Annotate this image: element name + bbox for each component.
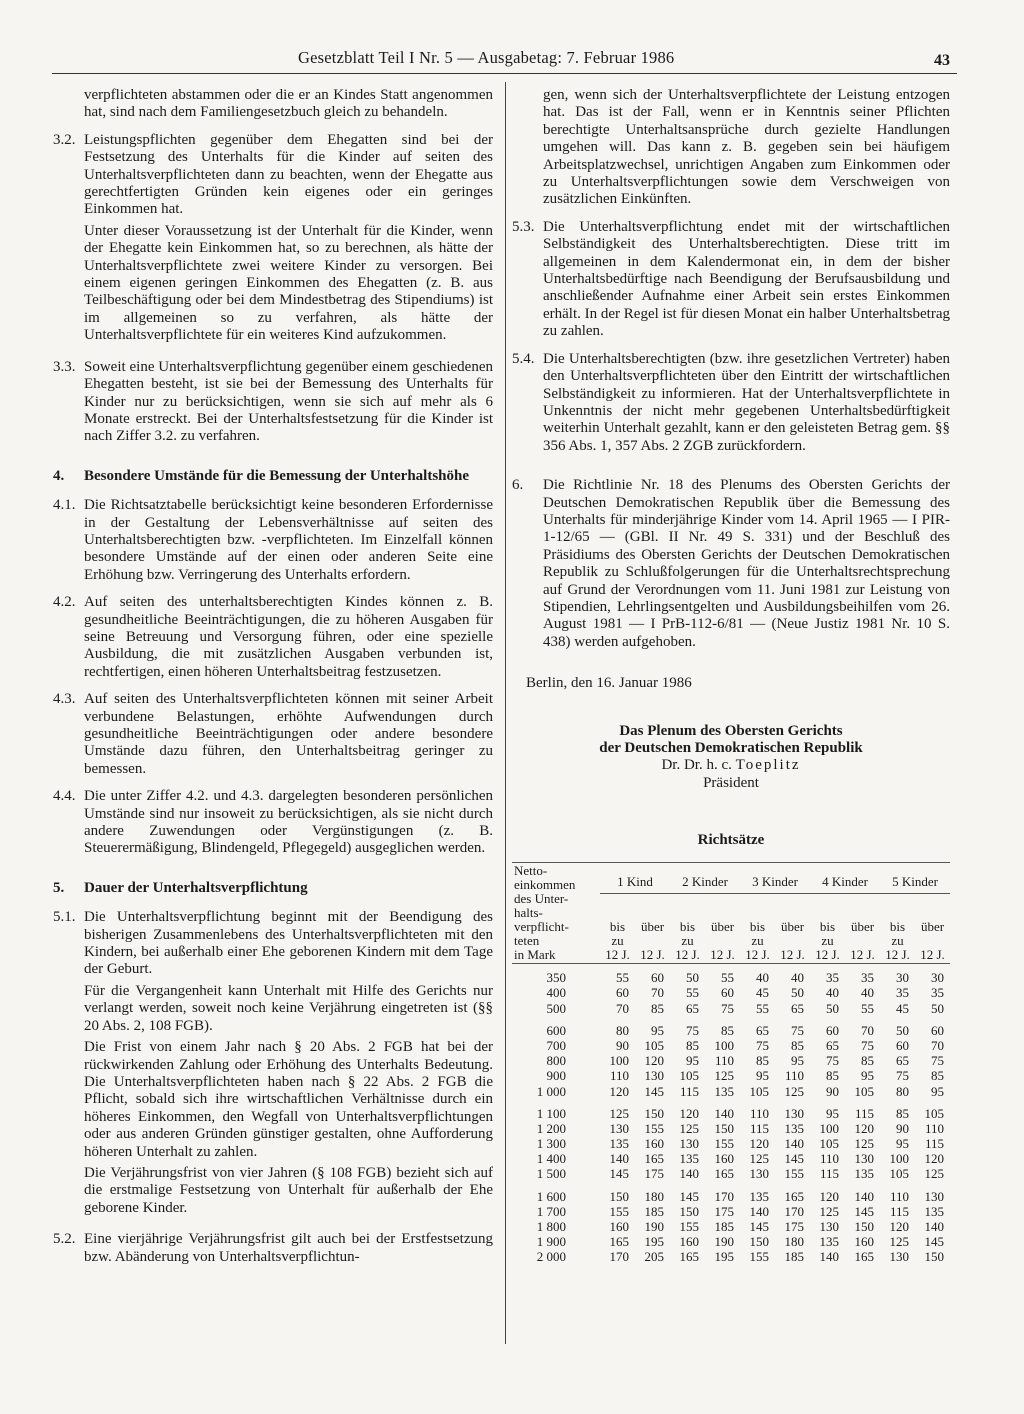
amount-cell: 45 xyxy=(896,1000,909,1016)
paragraph: Soweit eine Unterhaltsverpflichtung gegenüber einem geschiedenen Ehegatten besteht, ist sie bei der Bemessung des Unterhalts für Kinder nur zu berücksichtigen, wenn sie sich auf mehr als 6 Monate erstreckt. Bei der Unterhaltsfestsetzung für die Kinder ist nach Ziffer 3.2. zu verfahren. xyxy=(84,358,493,445)
income-cell: 1 600 xyxy=(536,1188,566,1204)
paragraph: Die Richtlinie Nr. 18 des Plenums des Obersten Gerichts der Deutschen Demokratischen Republik über die Bemessung des Unterhalts für minderjährige Kinder vom 14. April 1965 — I PIR-1-12/65 — (GBl. II Nr. 49 S. 331) und der Beschluß des Präsidiums des Obersten Gerichts der Deutschen Demokratischen Republik zu Schlußfolgerungen für die Unterhaltsrechtsprechung auf Grund der Verordnungen vom 11. Juni 1981 zur Leistung von Stipendien, Lehrlingsentgelten und Ausbildungsbeihilfen vom 26. August 1981 — I PrB-112-6/81 — (Neue Justiz 1981 Nr. 10 S. 438) werden aufgehoben. xyxy=(543,477,950,650)
amount-cell: 195 xyxy=(714,1249,734,1265)
income-cell: 1 500 xyxy=(536,1166,566,1182)
amount-cell: 50 xyxy=(896,1022,909,1038)
amount-cell: 155 xyxy=(644,1120,664,1136)
netto-header: Netto- einkommen des Unter- halts- verpflicht- teten in Mark xyxy=(512,862,600,963)
continued-paragraph: gen, wenn sich der Unterhaltsverpflichtete der Leistung entzogen hat. Das ist der Fall, wenn er in Kenntnis seiner Pflichten berechtigte Unterhaltsansprüche durch gezielte Handlungen umgehen will. Das kann z. B. gegeben sein bei häufigem Arbeitsplatzwechsel, unrichtigen Angaben zum Einkommen oder zu Unterhaltsverpflichtungen sowie dem Verschweigen von zusätzlichen Einkünften. xyxy=(543,87,950,208)
subheader-bis-12: bis zu 12 J. xyxy=(740,893,775,963)
section-number: 4. xyxy=(53,467,65,484)
amount-cell: 80 xyxy=(616,1022,629,1038)
table-row xyxy=(512,1219,950,1234)
amount-cell: 120 xyxy=(924,1151,944,1167)
amount-cell: 35 xyxy=(931,985,944,1001)
amount-cell: 130 xyxy=(924,1188,944,1204)
amount-cell: 55 xyxy=(861,1000,874,1016)
right-column xyxy=(512,87,950,1265)
amount-cell: 150 xyxy=(609,1188,629,1204)
amount-cell: 60 xyxy=(721,985,734,1001)
amount-cell: 180 xyxy=(644,1188,664,1204)
amount-cell: 70 xyxy=(931,1037,944,1053)
amount-cell: 40 xyxy=(756,970,769,986)
amount-cell: 165 xyxy=(784,1188,804,1204)
signature-institution: Das Plenum des Obersten Gerichts xyxy=(619,722,843,739)
table-row xyxy=(512,1001,950,1016)
table-row xyxy=(512,963,950,986)
amount-cell: 135 xyxy=(784,1120,804,1136)
signature-name: Toeplitz xyxy=(735,757,801,774)
amount-cell: 40 xyxy=(791,970,804,986)
amount-cell: 95 xyxy=(686,1053,699,1069)
section-4-4 xyxy=(53,788,493,858)
amount-cell: 130 xyxy=(609,1120,629,1136)
paragraph: Die Unterhaltsberechtigten (bzw. ihre gesetzlichen Vertreter) haben den Unterhaltsverpflichteten über den Eintritt der wirtschaftlichen Selbständigkeit zu informieren. Hat der Unterhaltsverpflichtete in Unkenntnis der nicht mehr gegebenen Unterhaltsbedürftigkeit weiterhin Unterhalt gezahlt, kann er den geleisteten Betrag gem. §§ 356 Abs. 1, 357 Abs. 2 ZGB zurückfordern. xyxy=(543,350,950,454)
amount-cell: 70 xyxy=(651,985,664,1001)
table-row xyxy=(512,1016,950,1038)
section-6 xyxy=(512,477,950,651)
table-row xyxy=(512,1038,950,1053)
amount-cell: 190 xyxy=(644,1219,664,1235)
income-cell: 400 xyxy=(546,985,566,1001)
amount-cell: 95 xyxy=(896,1136,909,1152)
amount-cell: 95 xyxy=(651,1022,664,1038)
amount-cell: 55 xyxy=(756,1000,769,1016)
amount-cell: 115 xyxy=(889,1203,909,1219)
amount-cell: 95 xyxy=(756,1068,769,1084)
amount-cell: 105 xyxy=(924,1105,944,1121)
table-row xyxy=(512,986,950,1001)
amount-cell: 60 xyxy=(931,1022,944,1038)
amount-cell: 85 xyxy=(861,1053,874,1069)
section-number: 5.1. xyxy=(53,909,76,926)
amount-cell: 205 xyxy=(644,1249,664,1265)
amount-cell: 135 xyxy=(714,1083,734,1099)
amount-cell: 185 xyxy=(644,1203,664,1219)
amount-cell: 190 xyxy=(714,1234,734,1250)
section-3-3 xyxy=(53,359,493,446)
amount-cell: 75 xyxy=(686,1022,699,1038)
amount-cell: 120 xyxy=(819,1188,839,1204)
subheader-ueber-12: über 12 J. xyxy=(845,893,880,963)
income-cell: 1 200 xyxy=(536,1120,566,1136)
income-cell: 1 900 xyxy=(536,1234,566,1250)
subheader-ueber-12: über 12 J. xyxy=(705,893,740,963)
amount-cell: 105 xyxy=(889,1166,909,1182)
amount-cell: 120 xyxy=(609,1083,629,1099)
amount-cell: 45 xyxy=(756,985,769,1001)
amount-cell: 110 xyxy=(749,1105,769,1121)
section-4-2 xyxy=(53,594,493,681)
amount-cell: 65 xyxy=(791,1000,804,1016)
subheader-bis-12: bis zu 12 J. xyxy=(810,893,845,963)
amount-cell: 175 xyxy=(644,1166,664,1182)
amount-cell: 165 xyxy=(679,1249,699,1265)
amount-cell: 145 xyxy=(854,1203,874,1219)
table-row xyxy=(512,1167,950,1182)
signature-role: Präsident xyxy=(703,774,759,791)
amount-cell: 150 xyxy=(679,1203,699,1219)
amount-cell: 115 xyxy=(749,1120,769,1136)
amount-cell: 115 xyxy=(854,1105,874,1121)
amount-cell: 75 xyxy=(756,1037,769,1053)
amount-cell: 120 xyxy=(854,1120,874,1136)
amount-cell: 125 xyxy=(714,1068,734,1084)
amount-cell: 140 xyxy=(784,1136,804,1152)
amount-cell: 160 xyxy=(714,1151,734,1167)
heading-text: Dauer der Unterhaltsverpflichtung xyxy=(84,879,308,896)
amount-cell: 110 xyxy=(924,1120,944,1136)
amount-cell: 130 xyxy=(679,1136,699,1152)
amount-cell: 140 xyxy=(819,1249,839,1265)
amount-cell: 30 xyxy=(931,970,944,986)
income-cell: 500 xyxy=(546,1000,566,1016)
amount-cell: 155 xyxy=(609,1203,629,1219)
table-row xyxy=(512,1235,950,1250)
amount-cell: 165 xyxy=(854,1249,874,1265)
table-row xyxy=(512,1084,950,1099)
income-cell: 800 xyxy=(546,1053,566,1069)
amount-cell: 150 xyxy=(749,1234,769,1250)
amount-cell: 30 xyxy=(896,970,909,986)
amount-cell: 110 xyxy=(609,1068,629,1084)
paragraph: Leistungspflichten gegenüber dem Ehegatten sind bei der Festsetzung des Unterhalts für die Kinder auf seiten des Unterhaltsverpflichteten dann zu beachten, wenn der Ehegatte aus gerechtfertigten Gründen kein eigenes oder ein geringes Einkommen hat. xyxy=(84,131,493,218)
amount-cell: 185 xyxy=(784,1249,804,1265)
amount-cell: 105 xyxy=(644,1037,664,1053)
amount-cell: 65 xyxy=(756,1022,769,1038)
amount-cell: 85 xyxy=(651,1000,664,1016)
paragraph: Eine vierjährige Verjährungsfrist gilt auch bei der Erstfestsetzung bzw. Abänderung von Unterhaltsverpflichtun- xyxy=(84,1231,493,1265)
amount-cell: 150 xyxy=(714,1120,734,1136)
amount-cell: 160 xyxy=(679,1234,699,1250)
table-title: Richtsätze xyxy=(697,832,765,849)
group-header: 5 Kinder xyxy=(880,862,950,893)
subheader-bis-12: bis zu 12 J. xyxy=(670,893,705,963)
amount-cell: 100 xyxy=(819,1120,839,1136)
amount-cell: 115 xyxy=(819,1166,839,1182)
section-number: 4.1. xyxy=(53,497,76,514)
income-cell: 600 xyxy=(546,1022,566,1038)
heading-text: Besondere Umstände für die Bemessung der Unterhaltshöhe xyxy=(84,467,470,484)
subheader-ueber-12: über 12 J. xyxy=(915,893,950,963)
amount-cell: 170 xyxy=(714,1188,734,1204)
amount-cell: 75 xyxy=(931,1053,944,1069)
amount-cell: 195 xyxy=(644,1234,664,1250)
table-row xyxy=(512,1250,950,1265)
section-number: 3.2. xyxy=(53,131,76,148)
paragraph: Die Verjährungsfrist von vier Jahren (§ 108 FGB) bezieht sich auf die erstmalige Festsetzung von Unterhalt für außerhalb der Ehe geborene Kinder. xyxy=(84,1164,493,1216)
amount-cell: 90 xyxy=(896,1120,909,1136)
section-5-3 xyxy=(512,219,950,341)
amount-cell: 145 xyxy=(644,1083,664,1099)
paragraph: Die Frist von einem Jahr nach § 20 Abs. 2 FGB hat bei der rückwirkenden Zahlung oder Erhöhung des Unterhalts Bedeutung. Die Unterhaltsverpflichteten haben nach § 22 Abs. 2 FGB die Pflicht, sobald sich ihre wirtschaftlichen Verhältnisse durch ein höheres Einkommen, den Wegfall von Unterhaltsverpflichtungen oder aus anderen Gründen günstiger gestalten, ohne Aufforderung höheren Unterhalt zu zahlen. xyxy=(84,1039,493,1160)
amount-cell: 50 xyxy=(826,1000,839,1016)
amount-cell: 135 xyxy=(679,1151,699,1167)
section-4-3 xyxy=(53,691,493,778)
amount-cell: 110 xyxy=(714,1053,734,1069)
amount-cell: 90 xyxy=(826,1083,839,1099)
amount-cell: 145 xyxy=(609,1166,629,1182)
table-body xyxy=(512,963,950,1265)
income-cell: 1 300 xyxy=(536,1136,566,1152)
amount-cell: 130 xyxy=(784,1105,804,1121)
amount-cell: 75 xyxy=(826,1053,839,1069)
paragraph: Die Richtsatztabelle berücksichtigt keine besonderen Erfordernisse in der Gestaltung der Lebensverhältnisse auf seiten des Unterhaltsberechtigten bzw. -verpflichteten. Im Einzelfall können besondere Umstände auf der einen oder anderen Seite eine Erhöhung bzw. Verringerung des Unterhalts erfordern. xyxy=(84,497,493,583)
amount-cell: 95 xyxy=(931,1083,944,1099)
amount-cell: 115 xyxy=(924,1136,944,1152)
amount-cell: 140 xyxy=(749,1203,769,1219)
place-date: Berlin, den 16. Januar 1986 xyxy=(526,675,692,692)
amount-cell: 130 xyxy=(644,1068,664,1084)
amount-cell: 85 xyxy=(931,1068,944,1084)
amount-cell: 150 xyxy=(924,1249,944,1265)
amount-cell: 120 xyxy=(679,1105,699,1121)
income-cell: 2 000 xyxy=(536,1249,566,1265)
amount-cell: 55 xyxy=(721,970,734,986)
income-cell: 900 xyxy=(546,1068,566,1084)
amount-cell: 85 xyxy=(896,1105,909,1121)
amount-cell: 75 xyxy=(721,1000,734,1016)
amount-cell: 75 xyxy=(791,1022,804,1038)
group-header: 3 Kinder xyxy=(740,862,810,893)
paragraph: Unter dieser Voraussetzung ist der Unterhalt für die Kinder, wenn der Ehegatte kein Einkommen hat, so zu berechnen, als hätte der Unterhaltsverpflichtete zwei weitere Kinder zu versorgen. Bei einem eigenen geringen Einkommen des Ehegatten (z. B. aus Teilbeschäftigung oder bei dem Mindestbetrag des Stipendiums) ist im allgemeinen so zu verfahren, als hätte der Unterhaltsverpflichtete für ein weiteres Kind aufzukommen. xyxy=(84,222,493,344)
amount-cell: 60 xyxy=(896,1037,909,1053)
amount-cell: 35 xyxy=(826,970,839,986)
paragraph: Die Unterhaltsverpflichtung endet mit der wirtschaftlichen Selbständigkeit des Unterhaltsberechtigten. Diese tritt im allgemeinen in dem Kalendermonat ein, in dem der bisher Unterhaltsbedürftige nach Beendigung der Berufsausbildung und anschließender Aufnahme einer Arbeit sein erstes Einkommen erhält. In der Regel ist für diesen Monat ein halber Unterhaltsbetrag zu zahlen. xyxy=(543,218,950,340)
page-header: Gesetzblatt Teil I Nr. 5 — Ausgabetag: 7. Februar 1986 xyxy=(298,48,675,67)
table-row xyxy=(512,1054,950,1069)
amount-cell: 50 xyxy=(931,1000,944,1016)
subheader-bis-12: bis zu 12 J. xyxy=(600,893,635,963)
header-rule xyxy=(52,73,957,74)
subheader-ueber-12: über 12 J. xyxy=(635,893,670,963)
table-row xyxy=(512,1204,950,1219)
amount-cell: 40 xyxy=(861,985,874,1001)
amount-cell: 155 xyxy=(679,1219,699,1235)
amount-cell: 145 xyxy=(749,1219,769,1235)
amount-cell: 125 xyxy=(749,1151,769,1167)
amount-cell: 115 xyxy=(679,1083,699,1099)
amount-cell: 160 xyxy=(854,1234,874,1250)
amount-cell: 125 xyxy=(924,1166,944,1182)
table-row xyxy=(512,1182,950,1204)
amount-cell: 100 xyxy=(609,1053,629,1069)
amount-cell: 105 xyxy=(854,1083,874,1099)
paragraph: Die Unterhaltsverpflichtung beginnt mit der Beendigung des bisherigen Zusammenlebens des Unterhaltsverpflichteten mit den Kindern, bei außerhalb einer Ehe geborenen Kindern mit dem Tage der Geburt. xyxy=(84,909,493,978)
income-cell: 1 100 xyxy=(536,1105,566,1121)
amount-cell: 65 xyxy=(896,1053,909,1069)
amount-cell: 85 xyxy=(686,1037,699,1053)
table-row xyxy=(512,1152,950,1167)
section-number: 6. xyxy=(512,477,524,494)
amount-cell: 90 xyxy=(616,1037,629,1053)
amount-cell: 185 xyxy=(714,1219,734,1235)
amount-cell: 100 xyxy=(714,1037,734,1053)
income-cell: 1 800 xyxy=(536,1219,566,1235)
amount-cell: 80 xyxy=(896,1083,909,1099)
amount-cell: 165 xyxy=(644,1151,664,1167)
income-cell: 700 xyxy=(546,1037,566,1053)
amount-cell: 70 xyxy=(861,1022,874,1038)
intro-paragraph: verpflichteten abstammen oder die er an Kindes Statt angenommen hat, sind nach dem Familiengesetzbuch gleich zu behandeln. xyxy=(84,87,493,121)
amount-cell: 140 xyxy=(854,1188,874,1204)
table-row xyxy=(512,1099,950,1121)
signature-republic: der Deutschen Demokratischen Republik xyxy=(599,740,863,756)
amount-cell: 105 xyxy=(749,1083,769,1099)
amount-cell: 40 xyxy=(826,985,839,1001)
amount-cell: 180 xyxy=(784,1234,804,1250)
section-number: 4.4. xyxy=(53,788,76,805)
amount-cell: 130 xyxy=(749,1166,769,1182)
section-number: 3.3. xyxy=(53,358,76,375)
signature-title: Dr. Dr. h. c. xyxy=(661,757,732,774)
amount-cell: 170 xyxy=(784,1203,804,1219)
income-cell: 1 400 xyxy=(536,1151,566,1167)
section-number: 5.3. xyxy=(512,218,535,235)
subheader-bis-12: bis zu 12 J. xyxy=(880,893,915,963)
amount-cell: 140 xyxy=(714,1105,734,1121)
amount-cell: 155 xyxy=(749,1249,769,1265)
paragraph: Auf seiten des Unterhaltsverpflichteten können mit seiner Arbeit verbundene Belastungen, erhöhte Aufwendungen durch gesundheitliche Beeinträchtigungen oder andere besondere Umstände dazu führen, den Unterhaltsbeitrag geringer zu bemessen. xyxy=(84,691,493,777)
amount-cell: 85 xyxy=(826,1068,839,1084)
richtsaetze-table xyxy=(512,862,950,1265)
amount-cell: 55 xyxy=(616,970,629,986)
amount-cell: 160 xyxy=(644,1136,664,1152)
amount-cell: 95 xyxy=(861,1068,874,1084)
amount-cell: 100 xyxy=(889,1151,909,1167)
subheader-ueber-12: über 12 J. xyxy=(775,893,810,963)
amount-cell: 60 xyxy=(826,1022,839,1038)
section-5-2 xyxy=(53,1231,493,1266)
section-number: 5.4. xyxy=(512,350,535,367)
amount-cell: 135 xyxy=(854,1166,874,1182)
amount-cell: 75 xyxy=(896,1068,909,1084)
group-header: 1 Kind xyxy=(600,862,670,893)
table-row xyxy=(512,1121,950,1136)
amount-cell: 150 xyxy=(644,1105,664,1121)
amount-cell: 165 xyxy=(609,1234,629,1250)
amount-cell: 150 xyxy=(854,1219,874,1235)
amount-cell: 135 xyxy=(819,1234,839,1250)
amount-cell: 50 xyxy=(686,970,699,986)
amount-cell: 125 xyxy=(679,1120,699,1136)
paragraph: Die unter Ziffer 4.2. und 4.3. dargelegten besonderen persönlichen Umstände sind nur insoweit zu berücksichtigen, als sie nicht durch andere Zuwendungen oder Vergünstigungen (z. B. Steuerermäßigung, Blindengeld, Pflegegeld) ausgeglichen werden. xyxy=(84,788,493,857)
amount-cell: 175 xyxy=(714,1203,734,1219)
amount-cell: 145 xyxy=(924,1234,944,1250)
section-number: 5. xyxy=(53,879,65,896)
amount-cell: 155 xyxy=(714,1136,734,1152)
amount-cell: 95 xyxy=(826,1105,839,1121)
amount-cell: 165 xyxy=(714,1166,734,1182)
amount-cell: 55 xyxy=(686,985,699,1001)
amount-cell: 140 xyxy=(924,1219,944,1235)
amount-cell: 60 xyxy=(616,985,629,1001)
group-header: 4 Kinder xyxy=(810,862,880,893)
amount-cell: 85 xyxy=(791,1037,804,1053)
amount-cell: 145 xyxy=(784,1151,804,1167)
section-number: 4.3. xyxy=(53,691,76,708)
amount-cell: 140 xyxy=(609,1151,629,1167)
income-cell: 350 xyxy=(546,970,566,986)
page-number: 43 xyxy=(934,52,950,69)
amount-cell: 105 xyxy=(819,1136,839,1152)
section-number: 5.2. xyxy=(53,1231,76,1248)
amount-cell: 35 xyxy=(896,985,909,1001)
paragraph: Für die Vergangenheit kann Unterhalt mit Hilfe des Gerichts nur verlangt werden, soweit noch keine Verjährung eingetreten ist (§§ 20 Abs. 2, 108 FGB). xyxy=(84,982,493,1034)
column-divider xyxy=(505,82,506,1344)
income-cell: 1 700 xyxy=(536,1203,566,1219)
table-row xyxy=(512,1069,950,1084)
amount-cell: 120 xyxy=(889,1219,909,1235)
amount-cell: 170 xyxy=(609,1249,629,1265)
amount-cell: 120 xyxy=(644,1053,664,1069)
amount-cell: 105 xyxy=(679,1068,699,1084)
income-cell: 1 000 xyxy=(536,1083,566,1099)
amount-cell: 130 xyxy=(854,1151,874,1167)
amount-cell: 125 xyxy=(609,1105,629,1121)
section-4-1 xyxy=(53,497,493,584)
amount-cell: 85 xyxy=(756,1053,769,1069)
amount-cell: 145 xyxy=(679,1188,699,1204)
amount-cell: 50 xyxy=(791,985,804,1001)
amount-cell: 75 xyxy=(861,1037,874,1053)
amount-cell: 120 xyxy=(749,1136,769,1152)
amount-cell: 110 xyxy=(819,1151,839,1167)
section-5-4 xyxy=(512,351,950,455)
amount-cell: 65 xyxy=(826,1037,839,1053)
section-4-heading xyxy=(53,468,493,485)
amount-cell: 130 xyxy=(819,1219,839,1235)
table-group-header-row xyxy=(512,862,950,893)
amount-cell: 35 xyxy=(861,970,874,986)
amount-cell: 135 xyxy=(749,1188,769,1204)
amount-cell: 155 xyxy=(784,1166,804,1182)
amount-cell: 125 xyxy=(819,1203,839,1219)
amount-cell: 110 xyxy=(889,1188,909,1204)
section-3-2 xyxy=(53,132,493,349)
amount-cell: 130 xyxy=(889,1249,909,1265)
section-5-heading xyxy=(53,880,493,897)
amount-cell: 125 xyxy=(889,1234,909,1250)
amount-cell: 65 xyxy=(686,1000,699,1016)
amount-cell: 125 xyxy=(784,1083,804,1099)
amount-cell: 135 xyxy=(609,1136,629,1152)
amount-cell: 85 xyxy=(721,1022,734,1038)
amount-cell: 140 xyxy=(679,1166,699,1182)
amount-cell: 110 xyxy=(784,1068,804,1084)
group-header: 2 Kinder xyxy=(670,862,740,893)
section-5-1 xyxy=(53,909,493,1221)
amount-cell: 160 xyxy=(609,1219,629,1235)
amount-cell: 70 xyxy=(616,1000,629,1016)
section-number: 4.2. xyxy=(53,594,76,611)
amount-cell: 175 xyxy=(784,1219,804,1235)
paragraph: Auf seiten des unterhaltsberechtigten Kindes können z. B. gesundheitliche Beeinträchtigungen, die zu höheren Ausgaben für seine Betreuung und Versorgung führen, oder eine spezielle Ausbildung, die mit zusätzlichen Ausgaben verbunden ist, rechtfertigen, einen höheren Unterhaltsbeitrag festzusetzen. xyxy=(84,594,493,680)
amount-cell: 60 xyxy=(651,970,664,986)
signature-name-line xyxy=(512,757,950,774)
amount-cell: 125 xyxy=(854,1136,874,1152)
left-column xyxy=(53,87,493,1276)
amount-cell: 95 xyxy=(791,1053,804,1069)
amount-cell: 135 xyxy=(924,1203,944,1219)
table-row xyxy=(512,1137,950,1152)
